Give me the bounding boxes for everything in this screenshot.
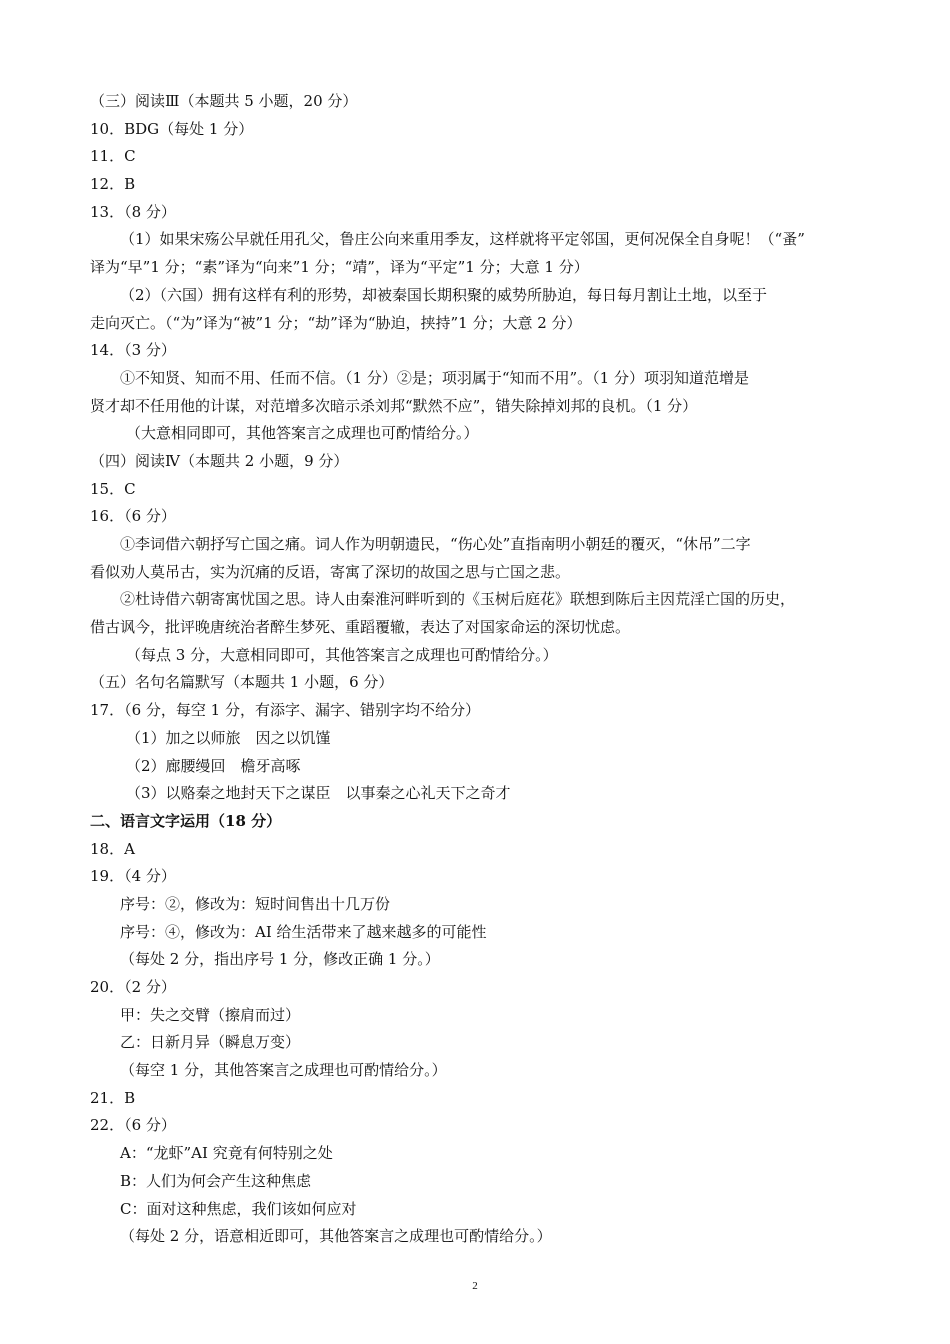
answer-15: 15．C [90,479,136,498]
answer-22-item-a: A：“龙虾”AI 究竟有何特别之处 [120,1144,333,1163]
answer-19-item2: 序号：④，修改为：AI 给生活带来了越来越多的可能性 [120,922,487,941]
answer-14-note: （大意相同即可，其他答案言之成理也可酌情给分。） [126,424,479,443]
answer-17-item2: （2）廊腰缦回 檐牙高啄 [126,756,301,775]
section-heading-language-use: 二、语言文字运用（18 分） [90,811,282,830]
answer-16-point2-cont: 借古讽今，批评晚唐统治者醉生梦死、重蹈覆辙，表达了对国家命运的深切忧虑。 [90,618,631,637]
answer-10: 10．BDG（每处 1 分） [90,119,254,138]
answer-14-body-cont: 贤才却不任用他的计谋，对范增多次暗示杀刘邦“默然不应”，错失除掉刘邦的良机。（1 分） [90,396,698,415]
answer-document [90,88,870,1251]
answer-13-part1: （1）如果宋殇公早就任用孔父，鲁庄公向来重用季友，这样就将平定邻国，更何况保全自身呢！（“蚤” [120,230,805,249]
answer-19-item1: 序号：②，修改为：短时间售出十几万份 [120,894,391,913]
answer-21: 21．B [90,1088,136,1107]
answer-22-item-b: B：人们为何会产生这种焦虑 [120,1171,312,1190]
answer-19-header: 19．（4 分） [90,867,176,886]
answer-20-note: （每空 1 分，其他答案言之成理也可酌情给分。） [120,1061,447,1080]
answer-17-item1: （1）加之以师旅 因之以饥馑 [126,728,331,747]
answer-11: 11．C [90,147,136,166]
answer-16-header: 16．（6 分） [90,507,176,526]
answer-16-point2: ②杜诗借六朝寄寓忧国之思。诗人由秦淮河畔听到的《玉树后庭花》联想到陈后主因荒淫亡国的历史， [120,590,796,609]
answer-13-part1-cont: 译为“早”1 分；“素”译为“向来”1 分；“靖”，译为“平定”1 分；大意 1 分） [90,258,589,277]
answer-22-item-c: C：面对这种焦虑，我们该如何应对 [120,1199,357,1218]
answer-22-header: 22．（6 分） [90,1116,176,1135]
answer-20-item2: 乙：日新月异（瞬息万变） [120,1033,301,1052]
page-number: 2 [472,1280,478,1292]
answer-16-note: （每点 3 分，大意相同即可，其他答案言之成理也可酌情给分。） [126,645,558,664]
section-heading-reading-4: （四）阅读Ⅳ（本题共 2 小题，9 分） [90,451,349,470]
section-heading-recitation: （五）名句名篇默写（本题共 1 小题，6 分） [90,673,394,692]
answer-20-item1: 甲：失之交臂（擦肩而过） [120,1005,301,1024]
answer-13-part2: （2）（六国）拥有这样有利的形势，却被秦国长期积聚的威势所胁迫，每日每月割让土地，以至于 [120,285,768,304]
section-heading-reading-3: （三）阅读Ⅲ（本题共 5 小题，20 分） [90,92,358,110]
answer-20-header: 20．（2 分） [90,978,176,996]
answer-13-part2-cont: 走向灭亡。（“为”译为“被”1 分；“劫”译为“胁迫，挟持”1 分；大意 2 分） [90,313,582,332]
answer-12: 12．B [90,175,136,194]
answer-22-note: （每处 2 分，语意相近即可，其他答案言之成理也可酌情给分。） [120,1227,552,1246]
answer-14-body: ①不知贤、知而不用、任而不信。（1 分）②是；项羽属于“知而不用”。（1 分）项羽知道范增是 [120,368,749,387]
answer-13-header: 13．（8 分） [90,202,176,221]
answer-16-point1-cont: 看似劝人莫吊古，实为沉痛的反语，寄寓了深切的故国之思与亡国之悲。 [90,562,571,581]
answer-19-note: （每处 2 分，指出序号 1 分，修改正确 1 分。） [120,950,440,969]
answer-17-item3: （3）以赂秦之地封天下之谋臣 以事秦之心礼天下之奇才 [126,784,511,803]
answer-18: 18．A [90,839,135,858]
answer-16-point1: ①李词借六朝抒写亡国之痛。词人作为明朝遗民，“伤心处”直指南明小朝廷的覆灭，“休吊”二字 [120,535,751,553]
answer-14-header: 14．（3 分） [90,341,176,360]
answer-17-header: 17．（6 分，每空 1 分，有添字、漏字、错别字均不给分） [90,701,480,720]
